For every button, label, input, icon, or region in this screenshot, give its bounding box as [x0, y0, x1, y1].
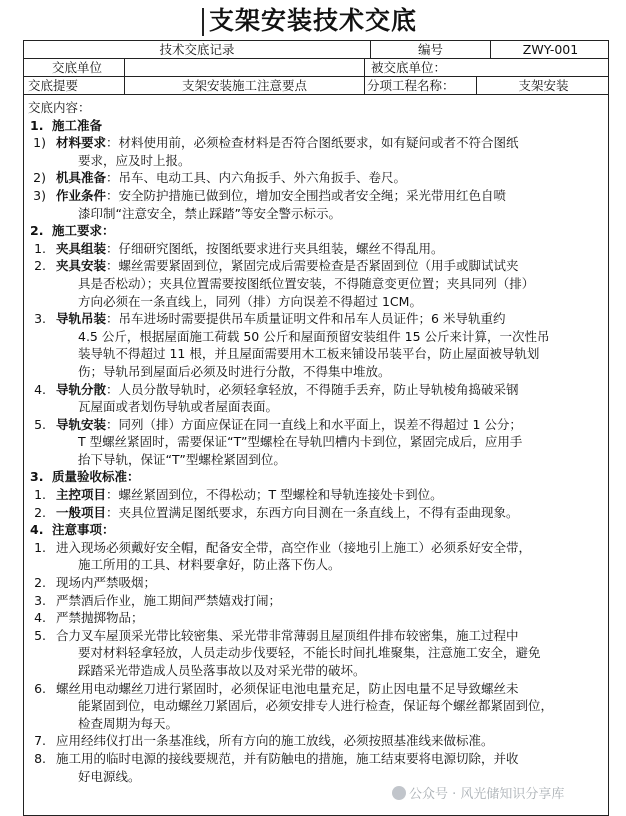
- list-item: 6. 螺丝用电动螺丝刀进行紧固时，必须保证电池电量充足，防止因电量不足导致螺丝未: [34, 680, 519, 696]
- header-row-record: [24, 41, 608, 59]
- list-item-continued: 检查周期为每天。: [78, 715, 179, 731]
- list-item: 3) 作业条件：安全防护措施已做到位，增加安全围挡或者安全绳；采光带用红色自喷: [33, 187, 507, 203]
- list-item: 4. 导轨分散：人员分散导轨时，必须轻拿轻放，不得随手丢弃，防止导轨棱角捣破采钢: [34, 381, 519, 397]
- list-item: 2. 夹具安装：螺丝需要紧固到位，紧固完成后需要检查是否紧固到位（用手或脚试试夹: [34, 258, 519, 274]
- content-label: 交底内容：: [28, 100, 91, 115]
- list-item: 7. 应用经纬仪打出一条基准线，所有方向的施工放线，必须按照基准线来做标准。: [34, 733, 494, 749]
- list-item-continued: 4.5 公斤，根据屋面施工荷载 50 公斤和屋面预留安装组件 15 公斤来计算，一次性吊: [78, 328, 550, 344]
- list-item-continued: 漆印制“注意安全，禁止踩踏”等安全警示标示。: [78, 205, 341, 221]
- summary-label: 交底提要: [28, 78, 79, 93]
- list-item: 8. 施工用的临时电源的接线要规范，并有防触电的措施，施工结束要将电源切除，并收: [34, 750, 519, 766]
- list-item-continued: 瓦屋面或者划伤导轨或者屋面表面。: [78, 399, 279, 415]
- list-item-continued: 方向必须在一条直线上，同列（排）方向误差不得超过 1CM。: [78, 293, 422, 309]
- list-item: 2. 一般项目：夹具位置满足图纸要求，东西方向目测在一条直线上，不得有歪曲现象。: [34, 504, 519, 520]
- list-item: 1. 夹具组装：仔细研究图纸，按图纸要求进行夹具组装，螺丝不得乱用。: [34, 240, 444, 256]
- summary-value: 支架安装施工注意要点: [124, 77, 364, 94]
- record-label: 技术交底记录: [159, 42, 235, 57]
- number-value: ZWY-001: [490, 41, 610, 58]
- list-item: 3. 严禁酒后作业，施工期间严禁嬉戏打闹；: [34, 592, 282, 608]
- sub-value: 支架安装: [476, 77, 610, 94]
- section-heading: 3. 质量验收标准：: [30, 469, 140, 485]
- section-heading: 4. 注意事项：: [30, 522, 115, 538]
- section-heading: 1. 施工准备: [30, 117, 103, 133]
- list-item-continued: 伤；导轨吊到屋面后必须及时进行分散，不得集中堆放。: [78, 363, 391, 379]
- unit-label: 交底单位: [52, 60, 103, 75]
- list-item-continued: 施工所用的工具、材料要拿好，防止落下伤人。: [78, 557, 341, 573]
- text-cursor: [202, 8, 204, 36]
- list-item-continued: 具是否松动）；夹具位置需要按图纸位置安装，不得随意变更位置；夹具同列（排）: [78, 275, 535, 291]
- list-item-continued: T 型螺丝紧固时，需要保证“T”型螺栓在导轨凹槽内卡到位，紧固完成后，应用手: [78, 434, 523, 450]
- page-title: 支架安装技术交底: [208, 6, 417, 35]
- list-item: 1. 进入现场必须戴好安全帽，配备安全带，高空作业（接地引上施工）必须系好安全带，: [34, 539, 532, 555]
- list-item: 1) 材料要求：材料使用前，必须检查材料是否符合图纸要求，如有疑问或者不符合图纸: [33, 135, 519, 151]
- list-item: 2. 现场内严禁吸烟；: [34, 575, 157, 591]
- number-label: 编号: [370, 41, 490, 58]
- disclosure-sheet: [23, 40, 609, 816]
- list-item-continued: 踩踏采光带造成人员坠落事故以及对采光带的破坏。: [78, 663, 366, 678]
- list-item-continued: 抬下导轨，保证“T”型螺栓紧固到位。: [78, 451, 286, 467]
- received-unit-label: 被交底单位：: [364, 59, 610, 76]
- sub-label: 分项工程名称：: [364, 77, 476, 94]
- header-row-unit: [24, 59, 608, 77]
- header-row-summary: [24, 77, 608, 95]
- watermark: 公众号 · 风光储知识分享库: [392, 783, 564, 802]
- list-item: 4. 严禁抛掷物品；: [34, 610, 144, 626]
- list-item-continued: 要对材料轻拿轻放，人员走动步伐要轻，不能长时间扎堆聚集，注意施工安全，避免: [78, 645, 541, 661]
- list-item-continued: 好电源线。: [78, 768, 141, 784]
- list-item-continued: 能紧固到位，电动螺丝刀紧固后，必须安排专人进行检查，保证每个螺丝都紧固到位，: [78, 698, 554, 714]
- list-item: 3. 导轨吊装：吊车进场时需要提供吊车质量证明文件和吊车人员证件；6 米导轨重约: [34, 311, 506, 327]
- section-heading: 2. 施工要求：: [30, 223, 115, 239]
- unit-value: [124, 59, 364, 76]
- wechat-icon: [392, 786, 406, 800]
- list-item: 2) 机具准备：吊车、电动工具、内六角扳手、外六角扳手、卷尺。: [33, 170, 407, 186]
- list-item: 5. 合力叉车屋顶采光带比较密集、采光带非常薄弱且屋顶组件排布较密集，施工过程中: [34, 627, 519, 643]
- list-item: 5. 导轨安装：同列（排）方面应保证在同一直线上和水平面上，误差不得超过 1 公分；: [34, 416, 522, 432]
- list-item-continued: 装导轨不得超过 11 根，并且屋面需要用木工板来铺设吊装平台，防止屋面被导轨划: [78, 346, 540, 362]
- disclosure-content: [28, 99, 606, 785]
- list-item-continued: 要求，应及时上报。: [78, 152, 191, 168]
- list-item: 1. 主控项目：螺丝紧固到位，不得松动；T 型螺栓和导轨连接处卡到位。: [34, 487, 443, 503]
